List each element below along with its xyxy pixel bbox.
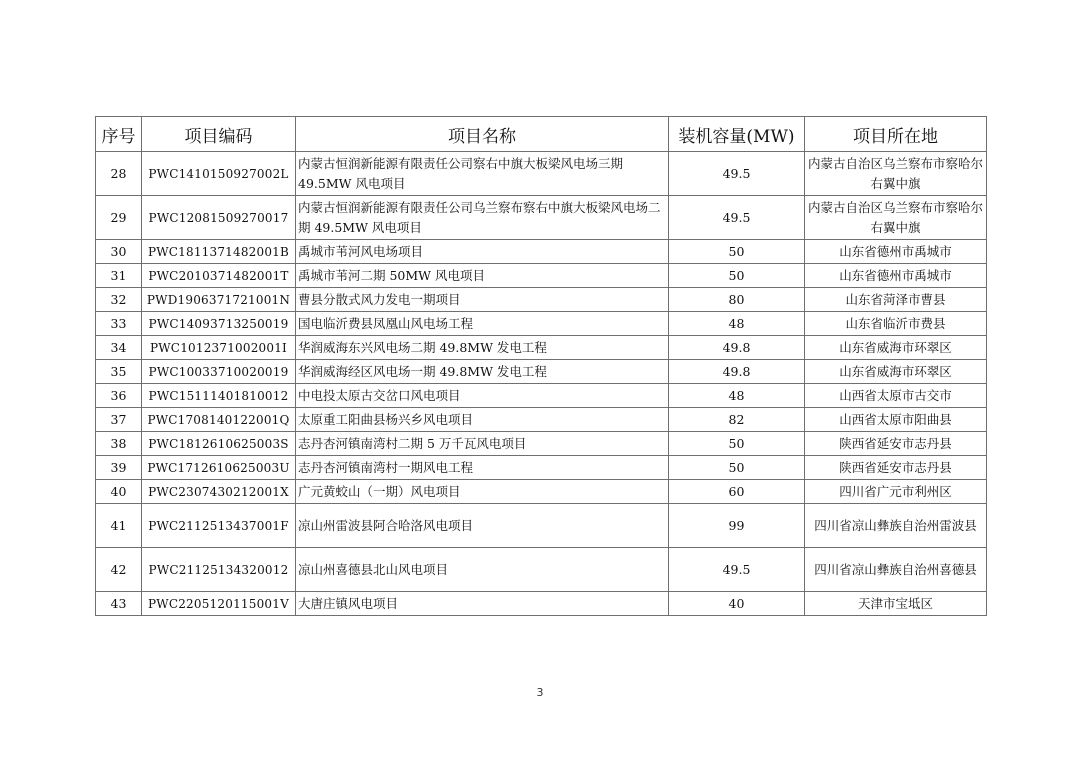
table-row: [96, 480, 987, 504]
cell-index: 31: [96, 264, 142, 288]
cell-capacity: 50: [669, 456, 805, 480]
cell-capacity: 49.8: [669, 360, 805, 384]
cell-location: 山东省临沂市费县: [805, 312, 987, 336]
cell-index: 42: [96, 548, 142, 592]
cell-capacity: 49.8: [669, 336, 805, 360]
table-row: [96, 240, 987, 264]
cell-location: 山东省威海市环翠区: [805, 336, 987, 360]
header-index: 序号: [96, 117, 142, 152]
cell-capacity: 50: [669, 264, 805, 288]
cell-project-code: PWC15111401810012: [142, 384, 296, 408]
cell-project-name: 禹城市苇河风电场项目: [296, 240, 669, 264]
cell-capacity: 60: [669, 480, 805, 504]
cell-project-name: 太原重工阳曲县杨兴乡风电项目: [296, 408, 669, 432]
table-row: [96, 408, 987, 432]
cell-project-code: PWC2010371482001T: [142, 264, 296, 288]
cell-project-code: PWC1712610625003U: [142, 456, 296, 480]
header-location: 项目所在地: [805, 117, 987, 152]
cell-location: 四川省广元市利州区: [805, 480, 987, 504]
cell-index: 34: [96, 336, 142, 360]
cell-project-name: 禹城市苇河二期 50MW 风电项目: [296, 264, 669, 288]
cell-location: 内蒙古自治区乌兰察布市察哈尔右翼中旗: [805, 196, 987, 240]
cell-index: 35: [96, 360, 142, 384]
cell-project-name: 华润威海东兴风电场二期 49.8MW 发电工程: [296, 336, 669, 360]
cell-project-code: PWC1410150927002L: [142, 152, 296, 196]
cell-capacity: 49.5: [669, 152, 805, 196]
table-row: [96, 336, 987, 360]
cell-project-name: 中电投太原古交岔口风电项目: [296, 384, 669, 408]
cell-project-code: PWC2307430212001X: [142, 480, 296, 504]
cell-project-code: PWC1811371482001B: [142, 240, 296, 264]
cell-index: 28: [96, 152, 142, 196]
table-row: [96, 288, 987, 312]
cell-capacity: 48: [669, 384, 805, 408]
cell-index: 39: [96, 456, 142, 480]
cell-project-name: 内蒙古恒润新能源有限责任公司察右中旗大板梁风电场三期49.5MW 风电项目: [296, 152, 669, 196]
page-number: 3: [536, 686, 544, 699]
cell-location: 四川省凉山彝族自治州雷波县: [805, 504, 987, 548]
table-row: [96, 312, 987, 336]
cell-index: 30: [96, 240, 142, 264]
cell-project-code: PWC1012371002001I: [142, 336, 296, 360]
project-table: [95, 116, 987, 616]
cell-project-name: 凉山州雷波县阿合哈洛风电项目: [296, 504, 669, 548]
cell-project-code: PWC2205120115001V: [142, 592, 296, 616]
cell-project-code: PWC12081509270017: [142, 196, 296, 240]
cell-capacity: 50: [669, 432, 805, 456]
cell-project-code: PWC1708140122001Q: [142, 408, 296, 432]
cell-project-name: 大唐庄镇风电项目: [296, 592, 669, 616]
cell-capacity: 49.5: [669, 196, 805, 240]
cell-capacity: 49.5: [669, 548, 805, 592]
cell-capacity: 40: [669, 592, 805, 616]
cell-project-code: PWC21125134320012: [142, 548, 296, 592]
header-capacity: 装机容量(MW): [669, 117, 805, 152]
cell-location: 山东省威海市环翠区: [805, 360, 987, 384]
table-row: [96, 592, 987, 616]
table-row: [96, 504, 987, 548]
cell-index: 32: [96, 288, 142, 312]
header-project-name: 项目名称: [296, 117, 669, 152]
cell-project-code: PWC1812610625003S: [142, 432, 296, 456]
cell-index: 33: [96, 312, 142, 336]
cell-location: 山东省菏泽市曹县: [805, 288, 987, 312]
table-row: [96, 432, 987, 456]
cell-project-name: 志丹杏河镇南湾村二期 5 万千瓦风电项目: [296, 432, 669, 456]
cell-location: 山西省太原市古交市: [805, 384, 987, 408]
cell-location: 内蒙古自治区乌兰察布市察哈尔右翼中旗: [805, 152, 987, 196]
cell-project-name: 内蒙古恒润新能源有限责任公司乌兰察布察右中旗大板梁风电场二期 49.5MW 风电项目: [296, 196, 669, 240]
cell-index: 29: [96, 196, 142, 240]
cell-index: 38: [96, 432, 142, 456]
cell-location: 四川省凉山彝族自治州喜德县: [805, 548, 987, 592]
cell-location: 山东省德州市禹城市: [805, 264, 987, 288]
cell-project-name: 曹县分散式风力发电一期项目: [296, 288, 669, 312]
cell-project-name: 华润威海经区风电场一期 49.8MW 发电工程: [296, 360, 669, 384]
cell-index: 40: [96, 480, 142, 504]
cell-index: 43: [96, 592, 142, 616]
table-row: [96, 384, 987, 408]
cell-index: 41: [96, 504, 142, 548]
cell-project-code: PWD1906371721001N: [142, 288, 296, 312]
cell-project-name: 志丹杏河镇南湾村一期风电工程: [296, 456, 669, 480]
table-row: [96, 360, 987, 384]
cell-location: 山东省德州市禹城市: [805, 240, 987, 264]
cell-index: 37: [96, 408, 142, 432]
cell-capacity: 82: [669, 408, 805, 432]
cell-location: 山西省太原市阳曲县: [805, 408, 987, 432]
cell-project-name: 凉山州喜德县北山风电项目: [296, 548, 669, 592]
table-row: [96, 548, 987, 592]
cell-project-code: PWC14093713250019: [142, 312, 296, 336]
cell-index: 36: [96, 384, 142, 408]
table-body: [96, 152, 987, 616]
cell-capacity: 80: [669, 288, 805, 312]
cell-project-name: 广元黄蛟山（一期）风电项目: [296, 480, 669, 504]
cell-capacity: 50: [669, 240, 805, 264]
cell-location: 天津市宝坻区: [805, 592, 987, 616]
cell-location: 陕西省延安市志丹县: [805, 432, 987, 456]
table-header-row: [96, 117, 987, 152]
cell-location: 陕西省延安市志丹县: [805, 456, 987, 480]
table-row: [96, 264, 987, 288]
cell-capacity: 48: [669, 312, 805, 336]
table-row: [96, 196, 987, 240]
cell-capacity: 99: [669, 504, 805, 548]
table-row: [96, 152, 987, 196]
table-row: [96, 456, 987, 480]
cell-project-code: PWC2112513437001F: [142, 504, 296, 548]
header-project-code: 项目编码: [142, 117, 296, 152]
cell-project-name: 国电临沂费县凤凰山风电场工程: [296, 312, 669, 336]
cell-project-code: PWC10033710020019: [142, 360, 296, 384]
